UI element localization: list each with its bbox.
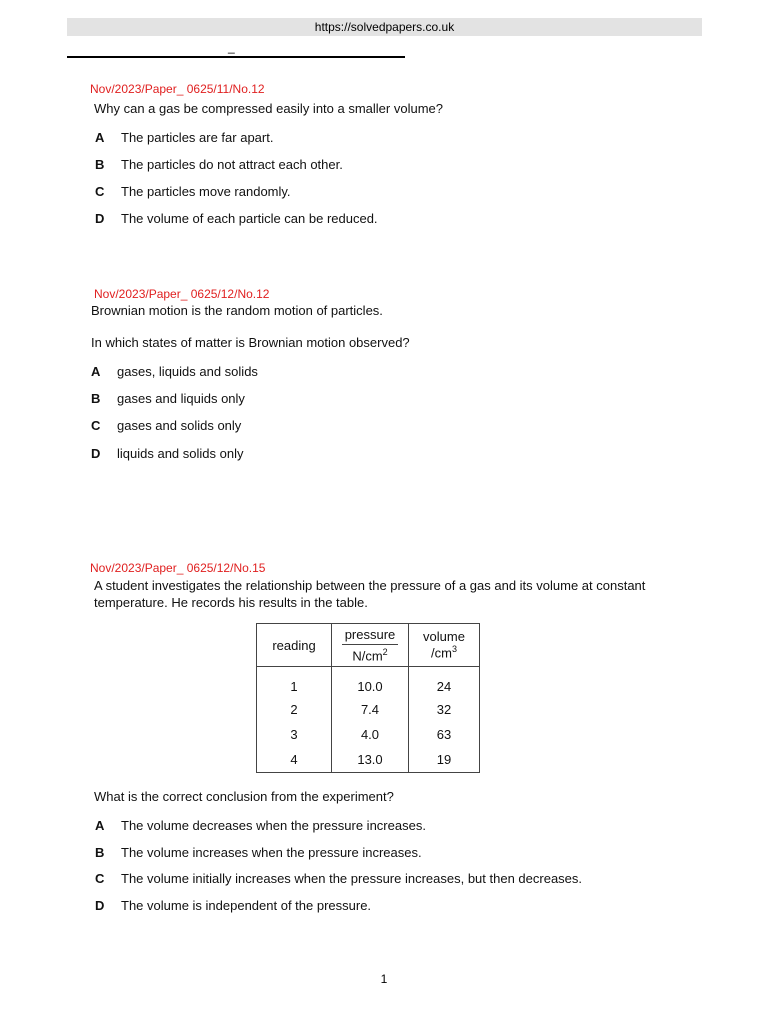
header-pressure-label: pressure (344, 626, 396, 642)
table-row (257, 697, 480, 722)
option-text: The particles move randomly. (121, 184, 291, 199)
question-3-stem-line-2: temperature. He records his results in the table. (94, 595, 368, 610)
pressure-cell: 13.0 (332, 747, 409, 773)
question-2-reference: Nov/2023/Paper_ 0625/12/No.12 (94, 287, 270, 301)
reading-cell: 3 (257, 722, 332, 747)
volume-cell: 63 (409, 722, 480, 747)
volume-unit-text: /cm (431, 645, 452, 661)
option-text: The volume initially increases when the pressure increases, but then decreases. (121, 871, 583, 886)
volume-unit-exponent: 3 (451, 644, 457, 655)
option-text: The volume decreases when the pressure increases. (121, 818, 426, 833)
option-letter: C (95, 871, 105, 886)
option-letter: A (95, 130, 105, 145)
header-url[interactable]: https://solvedpapers.co.uk (314, 20, 455, 34)
option-letter: A (95, 818, 105, 833)
volume-cell: 19 (409, 747, 480, 773)
question-2-stem-line-1: Brownian motion is the random motion of particles. (91, 303, 383, 318)
pressure-cell: 10.0 (332, 667, 409, 698)
header-bar (67, 18, 702, 36)
question-3-stem-line-1: A student investigates the relationship between the pressure of a gas and its volume at constant (94, 578, 646, 593)
table-row (257, 667, 480, 698)
reading-cell: 1 (257, 667, 332, 698)
header-volume-label: volume (423, 629, 465, 645)
volume-cell: 32 (409, 697, 480, 722)
option-text: The volume of each particle can be reduced. (121, 211, 378, 226)
question-3-reference: Nov/2023/Paper_ 0625/12/No.15 (90, 561, 266, 575)
option-letter: B (91, 391, 101, 406)
option-letter: B (95, 157, 105, 172)
option-letter: D (91, 446, 101, 461)
table-header-row (257, 624, 480, 667)
option-text: The volume is independent of the pressure. (121, 898, 372, 913)
results-table (256, 623, 480, 773)
header-pressure-unit (342, 644, 398, 663)
option-letter: C (95, 184, 105, 199)
page-number: 1 (380, 972, 388, 986)
header-reading: reading (257, 624, 332, 667)
option-letter: D (95, 211, 105, 226)
pressure-cell: 4.0 (332, 722, 409, 747)
option-text: gases and liquids only (117, 391, 245, 406)
option-text: liquids and solids only (117, 446, 244, 461)
reading-cell: 4 (257, 747, 332, 773)
header-dash: _ (228, 40, 235, 54)
option-text: The particles do not attract each other. (121, 157, 343, 172)
header-volume (409, 624, 480, 667)
option-text: gases, liquids and solids (117, 364, 258, 379)
option-letter: C (91, 418, 101, 433)
option-letter: A (91, 364, 101, 379)
pressure-cell: 7.4 (332, 697, 409, 722)
pressure-unit-text: N/cm (352, 648, 383, 664)
reading-cell: 2 (257, 697, 332, 722)
option-letter: D (95, 898, 105, 913)
table-row (257, 722, 480, 747)
table-row (257, 747, 480, 773)
question-3-stem-line-3: What is the correct conclusion from the experiment? (94, 789, 394, 804)
volume-cell: 24 (409, 667, 480, 698)
option-text: gases and solids only (117, 418, 242, 433)
option-letter: B (95, 845, 105, 860)
header-volume-unit (409, 644, 479, 660)
header-pressure (332, 624, 409, 667)
question-1-reference: Nov/2023/Paper_ 0625/11/No.12 (90, 82, 265, 96)
question-2-stem-line-2: In which states of matter is Brownian motion observed? (91, 335, 410, 350)
question-1-stem: Why can a gas be compressed easily into a smaller volume? (94, 101, 443, 116)
option-text: The particles are far apart. (121, 130, 274, 145)
header-rule (67, 56, 405, 58)
pressure-unit-exponent: 2 (382, 646, 388, 657)
option-text: The volume increases when the pressure increases. (121, 845, 422, 860)
